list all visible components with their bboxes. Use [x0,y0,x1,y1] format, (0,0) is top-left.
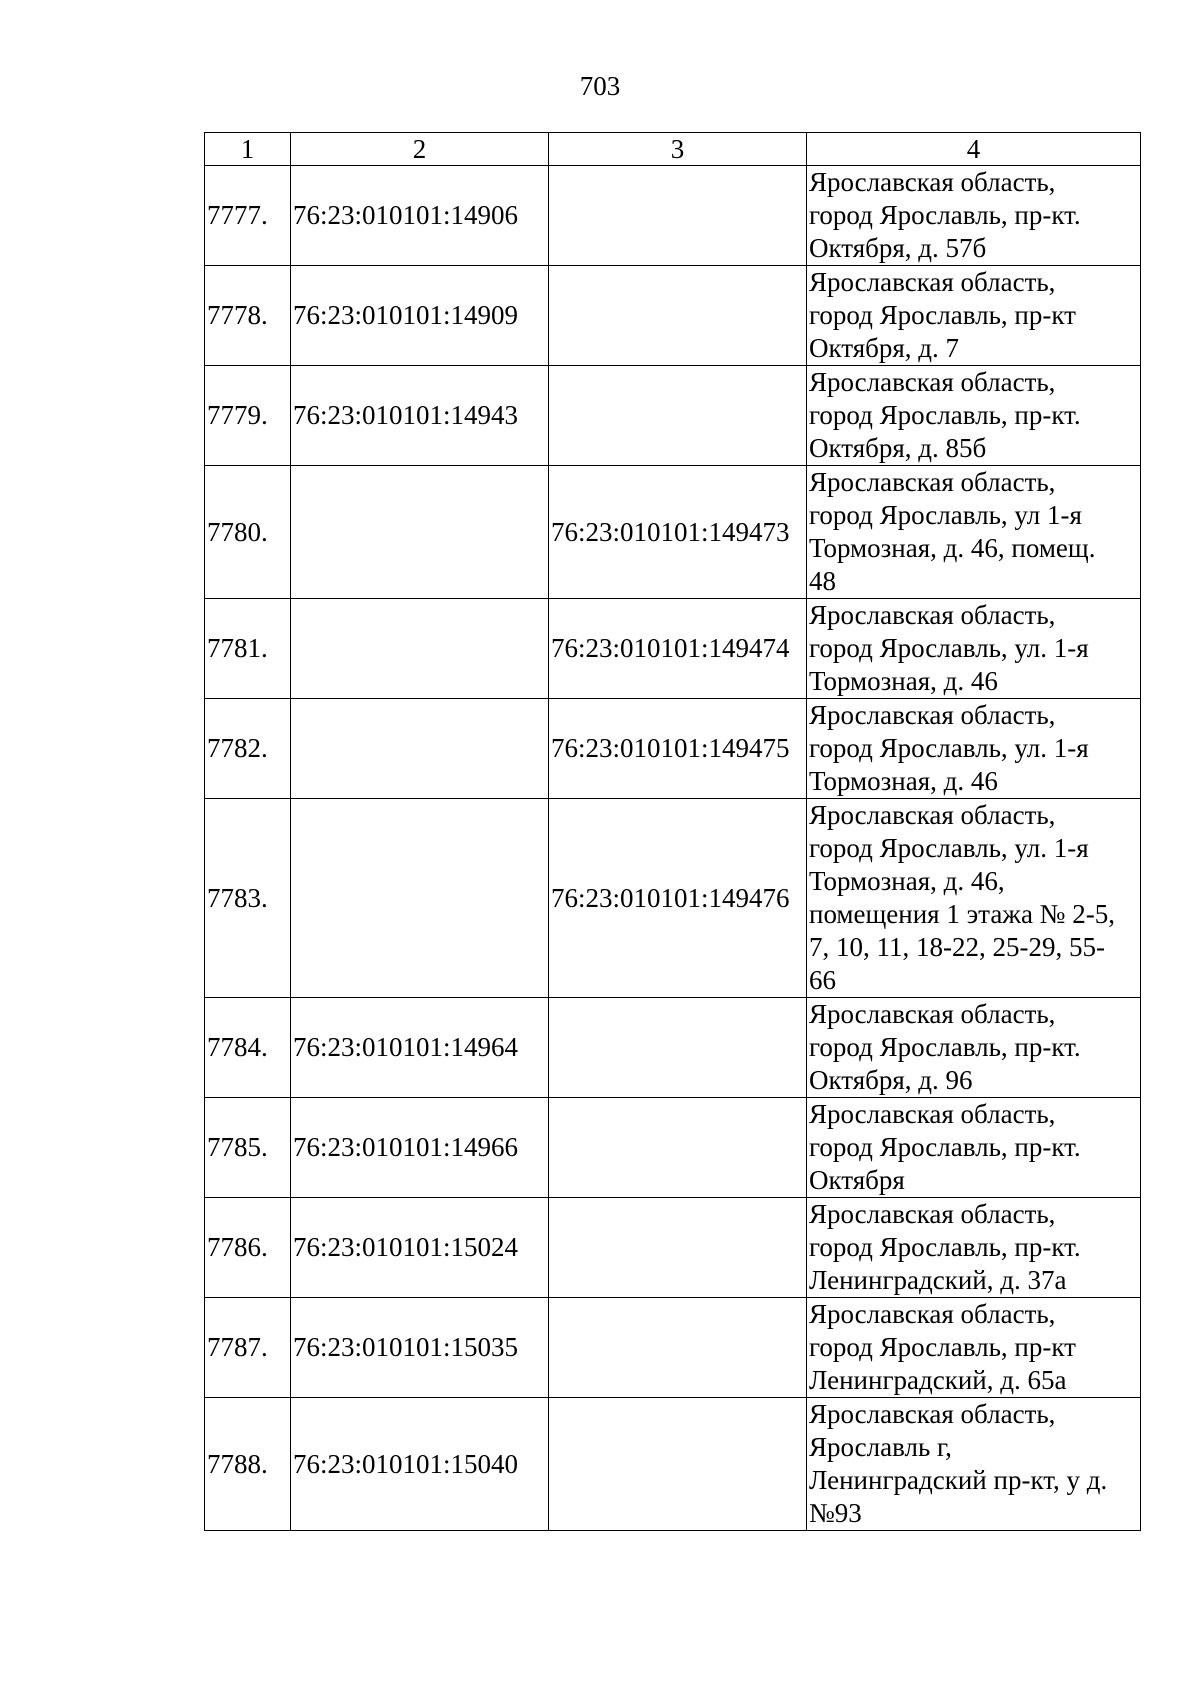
address-line: Ярославская область, [809,600,1056,630]
address-line: Ярославская область, [809,367,1056,397]
address-cell [807,1298,1141,1398]
address-line: Октября, д. 96 [809,1065,973,1095]
row-number-cell: 7781. [205,599,291,699]
address-cell [807,998,1141,1098]
table-row [205,1098,1141,1198]
address-cell [807,266,1141,366]
table-row [205,366,1141,466]
column-header-2: 2 [291,133,549,166]
address-line: город Ярославль, пр-кт. [809,1032,1081,1062]
row-number-cell: 7777. [205,166,291,266]
address-line: Ярославская область, [809,1399,1056,1429]
address-line: город Ярославль, пр-кт. [809,1132,1081,1162]
row-number-cell: 7788. [205,1398,291,1531]
cadastral-number-col3-cell [549,1098,807,1198]
column-header-1: 1 [205,133,291,166]
registry-table-body [205,166,1141,1531]
cadastral-number-cell [291,799,549,998]
address-line: город Ярославль, ул. 1-я [809,633,1089,663]
address-line: Ярославская область, [809,1299,1056,1329]
address-cell [807,599,1141,699]
address-line: Октября, д. 85б [809,433,987,463]
cadastral-number-cell: 76:23:010101:14964 [291,998,549,1098]
cadastral-number-cell: 76:23:010101:15035 [291,1298,549,1398]
cadastral-number-col3-cell [549,266,807,366]
table-row [205,466,1141,599]
cadastral-number-col3-cell [549,366,807,466]
cadastral-number-col3-cell [549,998,807,1098]
address-cell [807,366,1141,466]
row-number-cell: 7787. [205,1298,291,1398]
address-line: город Ярославль, пр-кт. [809,400,1081,430]
address-line: город Ярославль, пр-кт. [809,1232,1081,1262]
address-cell [807,1098,1141,1198]
address-line: Ярославская область, [809,267,1056,297]
column-header-4: 4 [807,133,1141,166]
address-line: Ленинградский, д. 65а [809,1365,1067,1395]
table-row [205,998,1141,1098]
address-line: Ленинградский, д. 37а [809,1265,1067,1295]
page-number: 703 [579,71,621,101]
address-line: город Ярославль, пр-кт. [809,200,1081,230]
cadastral-number-cell: 76:23:010101:14943 [291,366,549,466]
address-line: Ярославская область, [809,167,1056,197]
address-line: Ярославская область, [809,700,1056,730]
cadastral-number-col3-cell: 76:23:010101:149475 [549,699,807,799]
address-line: Ярославль г, [809,1432,952,1462]
address-line: Ярославская область, [809,1099,1056,1129]
cadastral-number-cell [291,699,549,799]
row-number-cell: 7783. [205,799,291,998]
address-line: Тормозная, д. 46, [809,866,1005,896]
cadastral-number-col3-cell [549,1298,807,1398]
table-row [205,699,1141,799]
registry-table [204,132,1141,1531]
address-cell [807,466,1141,599]
address-line: 66 [809,965,836,995]
cadastral-number-col3-cell: 76:23:010101:149473 [549,466,807,599]
column-header-3: 3 [549,133,807,166]
address-cell [807,1398,1141,1531]
address-line: город Ярославль, ул. 1-я [809,833,1089,863]
table-row [205,1198,1141,1298]
table-row [205,1398,1141,1531]
row-number-cell: 7780. [205,466,291,599]
cadastral-number-col3-cell [549,166,807,266]
address-cell [807,1198,1141,1298]
address-line: Октября, д. 57б [809,233,987,263]
address-line: город Ярославль, ул. 1-я [809,733,1089,763]
cadastral-number-col3-cell: 76:23:010101:149476 [549,799,807,998]
address-cell [807,166,1141,266]
address-line: Тормозная, д. 46 [809,666,998,696]
cadastral-number-cell [291,599,549,699]
table-row [205,1298,1141,1398]
address-cell [807,799,1141,998]
table-row [205,799,1141,998]
address-cell [807,699,1141,799]
cadastral-number-col3-cell [549,1398,807,1531]
cadastral-number-cell: 76:23:010101:15024 [291,1198,549,1298]
address-line: Ярославская область, [809,467,1056,497]
address-line: помещения 1 этажа № 2-5, [809,899,1115,929]
table-row [205,166,1141,266]
address-line: №93 [809,1498,862,1528]
address-line: 7, 10, 11, 18-22, 25-29, 55- [809,932,1105,962]
address-line: Октября [809,1165,905,1195]
address-line: Тормозная, д. 46, помещ. [809,533,1096,563]
row-number-cell: 7784. [205,998,291,1098]
table-row [205,266,1141,366]
row-number-cell: 7778. [205,266,291,366]
cadastral-number-cell: 76:23:010101:14906 [291,166,549,266]
table-row [205,599,1141,699]
address-line: Ярославская область, [809,1199,1056,1229]
cadastral-number-cell: 76:23:010101:14966 [291,1098,549,1198]
address-line: Октября, д. 7 [809,333,960,363]
row-number-cell: 7786. [205,1198,291,1298]
address-line: город Ярославль, ул 1-я [809,500,1082,530]
address-line: Тормозная, д. 46 [809,766,998,796]
row-number-cell: 7785. [205,1098,291,1198]
address-line: город Ярославль, пр-кт [809,300,1076,330]
cadastral-number-cell [291,466,549,599]
address-line: город Ярославль, пр-кт [809,1332,1076,1362]
row-number-cell: 7782. [205,699,291,799]
row-number-cell: 7779. [205,366,291,466]
cadastral-number-cell: 76:23:010101:15040 [291,1398,549,1531]
cadastral-number-col3-cell: 76:23:010101:149474 [549,599,807,699]
address-line: Ярославская область, [809,999,1056,1029]
cadastral-number-cell: 76:23:010101:14909 [291,266,549,366]
address-line: Ярославская область, [809,800,1056,830]
address-line: 48 [809,566,836,596]
table-header-row [205,133,1141,166]
cadastral-number-col3-cell [549,1198,807,1298]
address-line: Ленинградский пр-кт, у д. [809,1465,1108,1495]
